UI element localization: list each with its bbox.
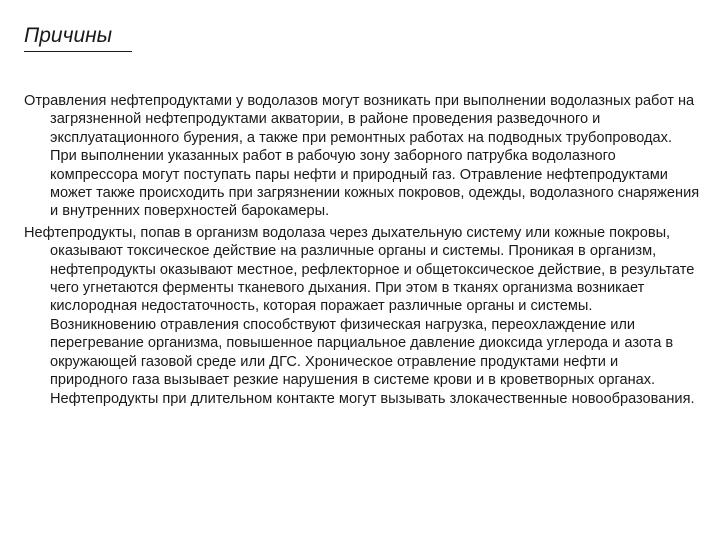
slide-title: Причины (24, 24, 113, 47)
title-underline (24, 51, 132, 52)
slide-body (24, 92, 700, 411)
paragraph-causes-of-poisoning: Отравления нефтепродуктами у водолазов могут возникать при выполнении водолазных работ на загрязненной нефтепродуктами акватории, в районе проведения разведочного и эксплуатационного бурения, а также при ремонтных работах на подводных трубопроводах. При выполнении указанных работ в рабочую зону заборного патрубка водолазного компрессора могут поступать пары нефти и природный газ. Отравление нефтепродуктами может также происходить при загрязнении кожных покровов, одежды, водолазного снаряжения и внутренних поверхностей барокамеры. (24, 93, 700, 220)
paragraph-toxic-effects: Нефтепродукты, попав в организм водолаза через дыхательную систему или кожные покровы, оказывают токсическое действие на различные органы и системы. Проникая в организм, нефтепродукты оказывают местное, рефлекторное и общетоксическое действие, в результате чего угнетаются ферменты тканевого дыхания. При этом в тканях организма возникает кислородная недостаточность, которая поражает различные органы и системы. Возникновению отравления способствуют физическая нагрузка, переохлаждение или перегревание организма, повышенное парциальное давление диоксида углерода и азота в окружающей газовой среде или ДГС. Хроническое отравление продуктами нефти и природного газа вызывает резкие нарушения в системе крови и в кроветворных органах. Нефтепродукты при длительном контакте могут вызывать злокачественные новообразования. (24, 224, 695, 407)
